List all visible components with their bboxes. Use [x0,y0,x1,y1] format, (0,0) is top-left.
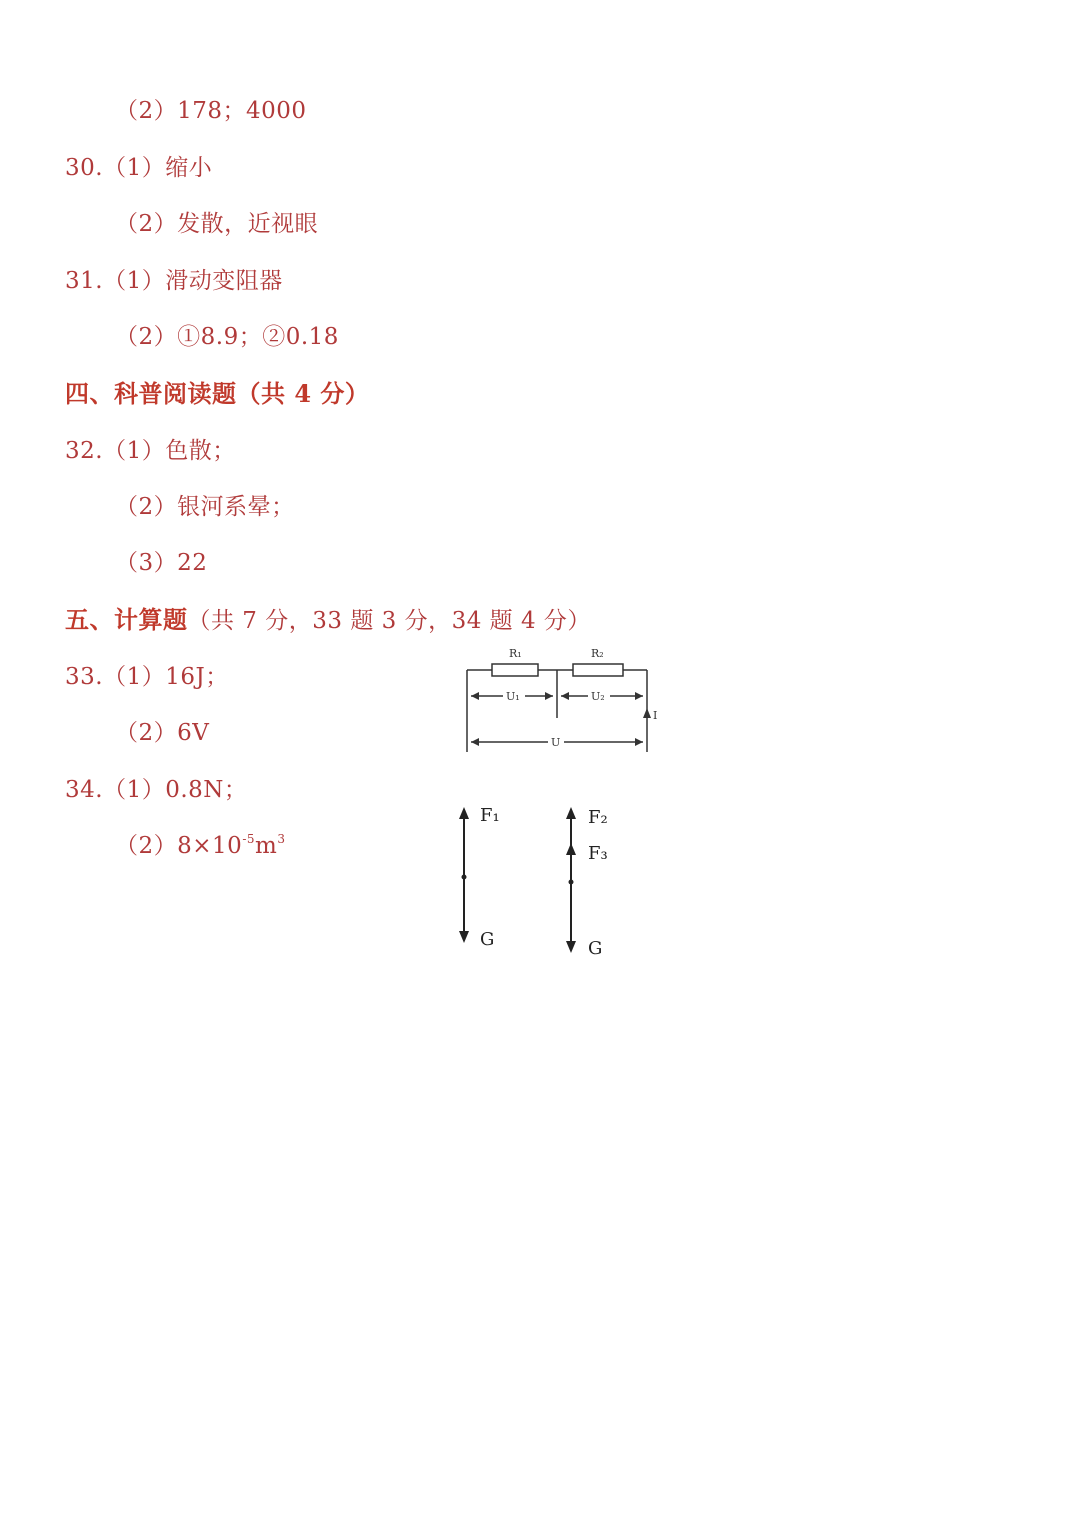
answer-30-2: （2）发散，近视眼 [115,211,319,237]
label-g-left: G [480,929,495,950]
answer-29-2: （2）178；4000 [115,98,307,124]
answer-34-2 [115,831,285,864]
answer-34-2-unit: m [255,833,278,859]
point-left [462,875,467,880]
section-heading-4: 四、科普阅读题（共 4 分） [65,379,370,408]
point-right [569,880,574,885]
arrow-f1 [459,807,469,819]
answer-32-1: 32.（1）色散； [65,438,236,464]
answer-31-1: 31.（1）滑动变阻器 [65,268,283,294]
answer-30-1: 30.（1）缩小 [65,155,213,181]
label-r1: R₁ [509,647,522,660]
arrow-current [643,708,651,718]
arrow-u2-right [635,692,643,700]
label-u2: U₂ [591,690,605,703]
label-u: U [551,736,561,749]
arrow-u-right [635,738,643,746]
label-u1: U₁ [506,690,520,703]
label-r2: R₂ [591,647,604,660]
label-current: I [653,709,658,722]
label-g-right: G [588,938,603,959]
answer-31-2: （2）①8.9；②0.18 [115,324,339,350]
section-heading-5 [65,605,591,636]
answer-33-2: （2）6V [115,720,210,746]
answer-34-2-prefix: （2）8×10 [115,833,243,859]
arrow-g-right [566,941,576,953]
resistor-r1 [492,664,538,676]
answer-32-2: （2）银河系晕； [115,494,295,520]
circuit-diagram [455,640,670,760]
answer-33-1: 33.（1）16J； [65,664,229,690]
resistor-r2 [573,664,623,676]
arrow-u1-left [471,692,479,700]
section-heading-5-note: （共 7 分，33 题 3 分，34 题 4 分） [187,608,591,634]
arrow-u1-right [545,692,553,700]
answer-32-3: （3）22 [115,550,208,576]
label-f2: F₂ [588,807,608,828]
force-diagram [440,795,640,965]
section-heading-5-title: 五、计算题 [65,605,188,634]
answer-34-1: 34.（1）0.8N； [65,777,248,803]
label-f1: F₁ [480,805,500,826]
arrow-u2-left [561,692,569,700]
arrow-g-left [459,931,469,943]
answer-34-2-unit-exp: 3 [277,832,286,846]
arrow-u-left [471,738,479,746]
label-f3: F₃ [588,843,608,864]
answer-34-2-exp: -5 [242,832,256,846]
arrow-f2 [566,807,576,819]
arrow-f3 [566,843,576,855]
